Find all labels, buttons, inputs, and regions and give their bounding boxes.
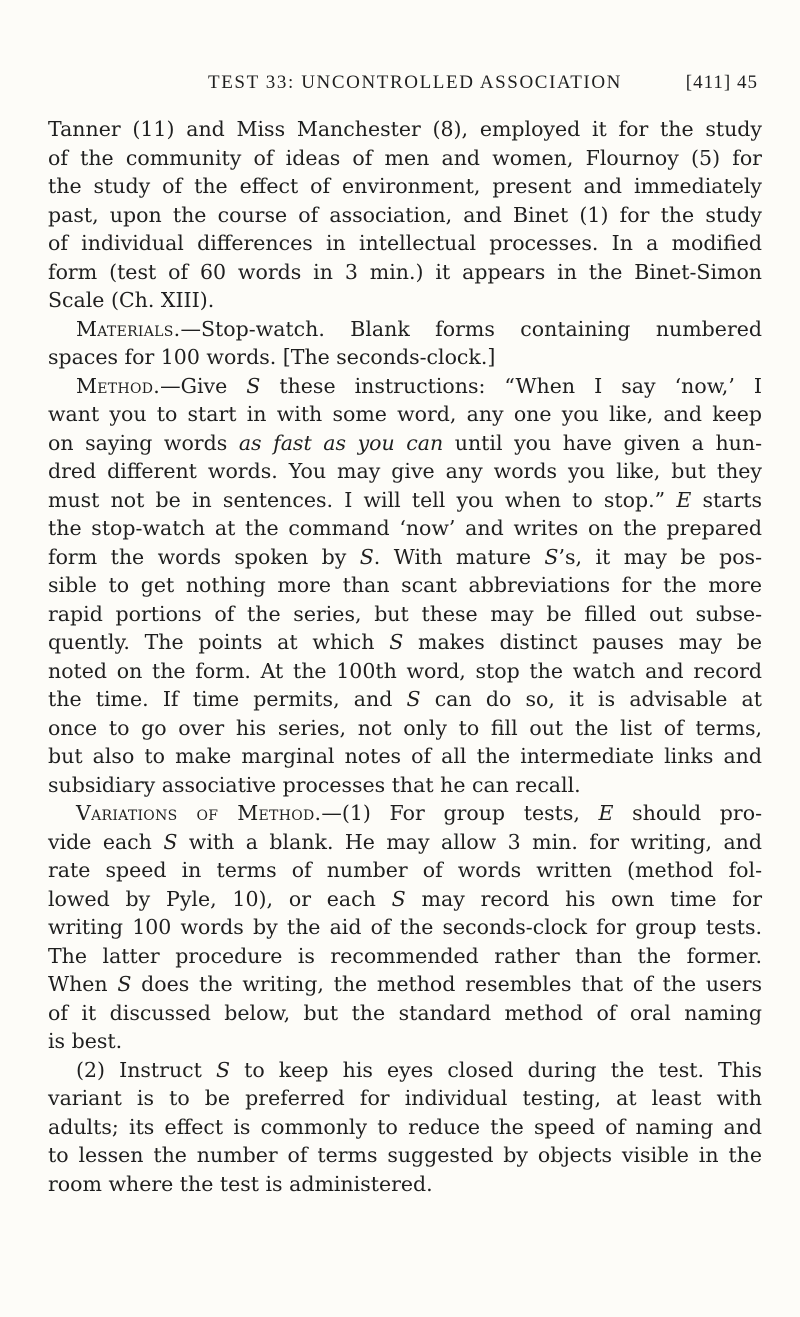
text-line: subsidiary associative processes that he can recall. <box>48 772 581 797</box>
text-line: Tanner (11) and Miss Manchester (8), employed it for the study <box>48 117 762 141</box>
text-line: must not be in sentences. I will tell you when to stop.” E starts <box>48 487 763 512</box>
text-line: to lessen the number of terms suggested by objects visible in the <box>48 1143 762 1167</box>
materials-heading: Materials. <box>76 316 181 341</box>
text-line: room where the test is administered. <box>48 1171 433 1196</box>
text-line: noted on the form. At the 100th word, stop the watch and record <box>48 658 762 683</box>
text-line: of individual differences in intellectual processes. In a modified <box>48 231 762 255</box>
variation-two-paragraph <box>48 1056 762 1199</box>
text-line: on saying words as fast as you can until you have given a hun- <box>48 430 762 455</box>
text-line: but also to make marginal notes of all the intermediate links and <box>48 744 762 768</box>
text-line: form the words spoken by S. With mature S’s, it may be pos- <box>48 544 762 569</box>
text-line: rate speed in terms of number of words written (method fol- <box>48 858 762 882</box>
method-heading: Method. <box>76 373 161 398</box>
text-line: Variations of Method.—(1) For group tests, E should pro- <box>76 801 762 825</box>
variations-heading: Variations of Method. <box>76 801 322 825</box>
running-head-title: TEST 33: UNCONTROLLED ASSOCIATION <box>208 72 622 93</box>
text-line: sible to get nothing more than scant abbreviations for the more <box>48 573 762 597</box>
text-line: variant is to be preferred for individual testing, at least with <box>48 1086 762 1110</box>
text-line: Materials.—Stop-watch. Blank forms containing numbered <box>76 316 762 341</box>
text-line: is best. <box>48 1029 123 1053</box>
text-line: dred different words. You may give any words you like, but they <box>48 459 762 483</box>
text-line: (2) Instruct S to keep his eyes closed during the test. This <box>76 1057 763 1082</box>
text-line: past, upon the course of association, and Binet (1) for the study <box>48 202 762 227</box>
text-line: adults; its effect is commonly to reduce the speed of naming and <box>48 1114 762 1139</box>
body-text <box>48 115 762 1198</box>
text-line: form (test of 60 words in 3 min.) it appears in the Binet-Simon <box>48 259 762 284</box>
text-line: the study of the effect of environment, present and immediately <box>48 174 762 198</box>
section-number: [411] <box>685 72 732 93</box>
text-line: want you to start in with some word, any one you like, and keep <box>48 402 762 426</box>
text-line: of the community of ideas of men and women, Flournoy (5) for <box>48 145 762 170</box>
text-line: of it discussed below, but the standard method of oral naming <box>48 1000 762 1025</box>
text-line: the time. If time permits, and S can do so, it is advisable at <box>48 687 762 711</box>
text-line: Method.—Give S these instructions: “When I say ‘now,’ I <box>76 373 762 398</box>
text-line: the stop-watch at the command ‘now’ and writes on the prepared <box>48 516 762 540</box>
running-head <box>208 72 760 102</box>
text-line: writing 100 words by the aid of the seconds-clock for group tests. <box>48 915 762 939</box>
text-line: Scale (Ch. XIII). <box>48 288 215 312</box>
text-line: lowed by Pyle, 10), or each S may record his own time for <box>48 886 762 911</box>
page-number: 45 <box>737 72 758 93</box>
variations-paragraph <box>48 799 762 1056</box>
text-line: once to go over his series, not only to fill out the list of terms, <box>48 715 762 740</box>
text-line: When S does the writing, the method resembles that of the users <box>48 972 763 996</box>
text-line: The latter procedure is recommended rather than the former. <box>48 943 762 968</box>
materials-paragraph <box>48 315 762 372</box>
text-line: rapid portions of the series, but these may be filled out subse- <box>48 601 762 626</box>
running-head-page-number <box>686 72 758 94</box>
method-paragraph <box>48 372 762 800</box>
text-line: quently. The points at which S makes distinct pauses may be <box>48 630 763 654</box>
paragraph-continuation <box>48 115 762 315</box>
text-line: vide each S with a blank. He may allow 3 min. for writing, and <box>48 829 762 854</box>
text-line: spaces for 100 words. [The seconds-clock.] <box>48 345 496 369</box>
